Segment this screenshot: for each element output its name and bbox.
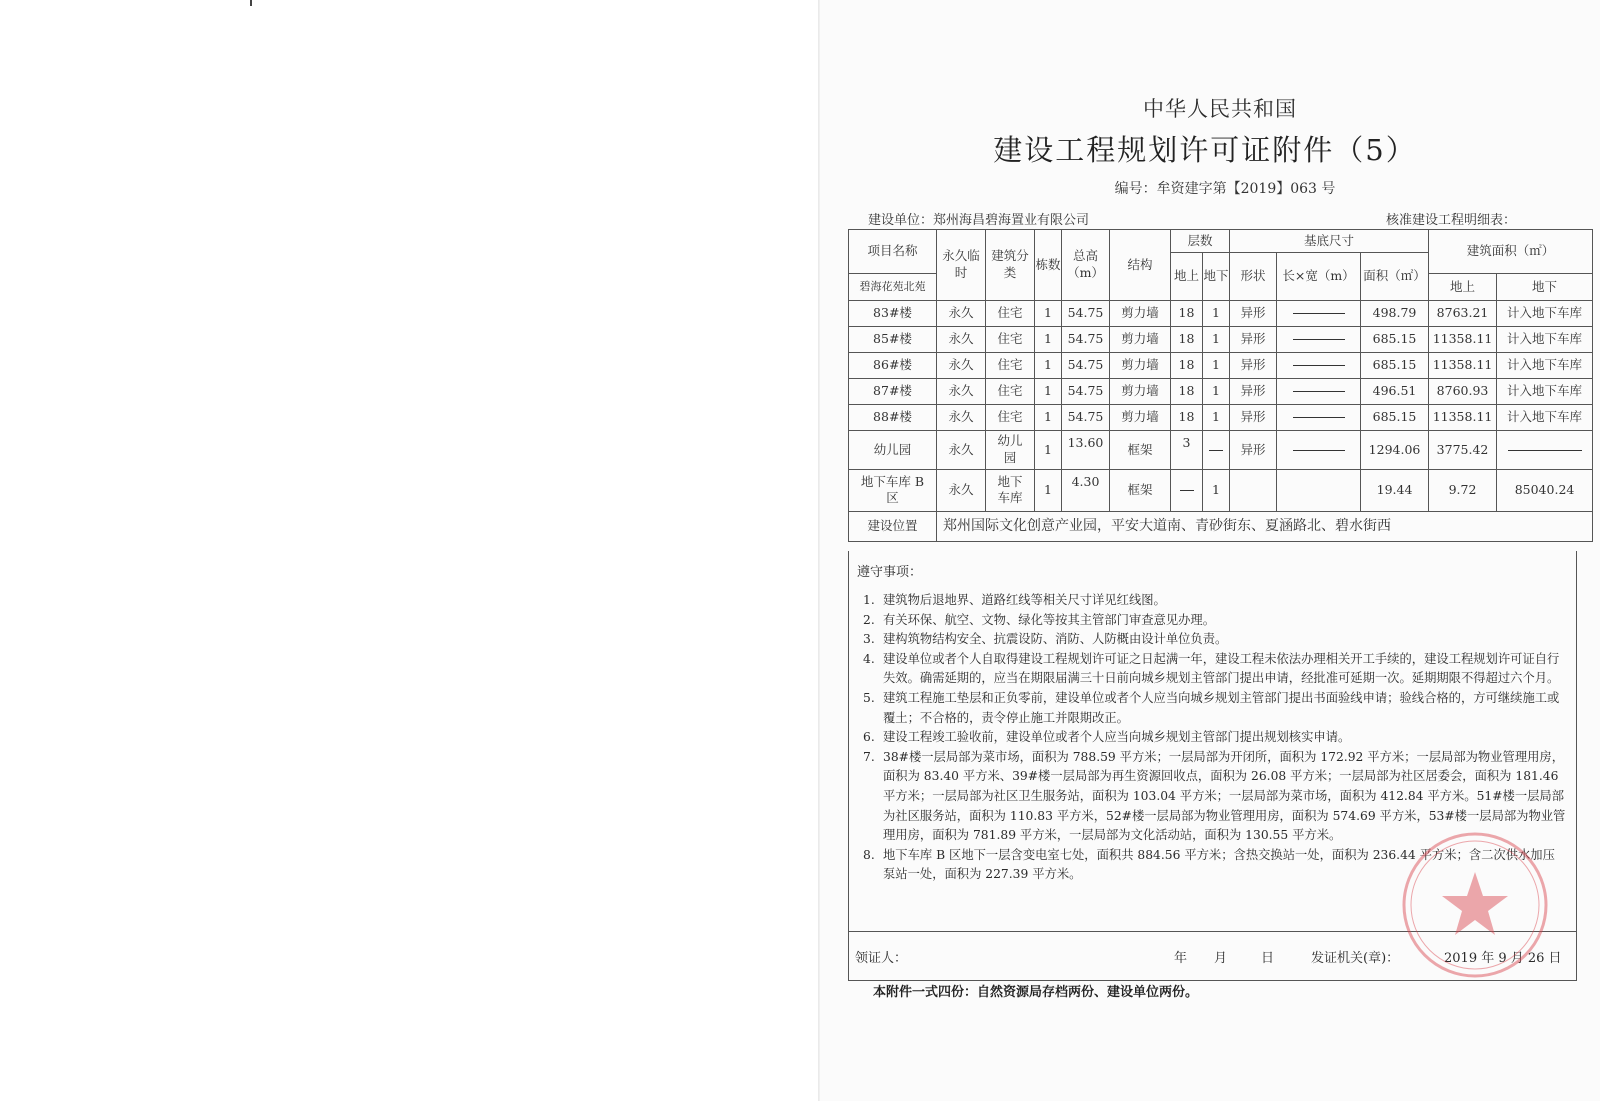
row-area: 685.15 [1361, 353, 1429, 379]
row-area-below: 计入地下车库 [1497, 327, 1593, 353]
row-area: 685.15 [1361, 327, 1429, 353]
row-name: 88#楼 [849, 405, 937, 431]
row-height: 4.30 [1062, 470, 1110, 512]
row-length-width [1277, 327, 1361, 353]
note-number: 1. [863, 593, 875, 607]
row-perm: 永久 [937, 405, 986, 431]
row-perm: 永久 [937, 470, 986, 512]
header-permanence: 永久临时 [937, 230, 986, 301]
document-title: 建设工程规划许可证附件（5） [993, 133, 1417, 167]
header-below: 地下 [1203, 253, 1230, 301]
row-area: 19.44 [1361, 470, 1429, 512]
row-above [1171, 470, 1203, 512]
table-row [849, 379, 1593, 405]
row-structure: 剪力墙 [1110, 405, 1171, 431]
list-item [855, 728, 1567, 748]
row-type-text: 幼儿园 [997, 433, 1023, 465]
row-above: 18 [1171, 301, 1203, 327]
recipient-label: 领证人： [855, 951, 908, 966]
header-above: 地上 [1171, 253, 1203, 301]
row-height: 54.75 [1062, 327, 1110, 353]
row-area-below: 85040.24 [1497, 470, 1593, 512]
row-name: 83#楼 [849, 301, 937, 327]
month-label: 月 [1214, 951, 1228, 966]
row-area-below: 计入地下车库 [1497, 301, 1593, 327]
year-label: 年 [1174, 951, 1188, 966]
row-count: 1 [1035, 379, 1062, 405]
row-area-below: 计入地下车库 [1497, 405, 1593, 431]
row-area-below [1497, 431, 1593, 470]
note-text: 38#楼一层局部为菜市场，面积为 788.59 平方米；一层局部为开闭所，面积为 172.92 平方米；一层局部为物业管理用房，面积为 83.40 平方米、39#楼一层局部为再生资源回收点，面积为 26.08 平方米；一层局部为社区居委会，面积为 181.46 平方米；一层局部为社区卫生服务站，面积为 103.04 平方米；一层局部为菜市场，面积为 412.84 平方米。51#楼一层局部为社区服务站，面积为 110.83 平方米，52#楼一层局部为物业管理用房，面积为 574.69 平方米，53#楼一层局部为物业管理用房，面积为 781.89 平方米，一层局部为文化活动站，面积为 130.55 平方米。 [883, 749, 1566, 843]
row-count: 1 [1035, 327, 1062, 353]
table-caption: 核准建设工程明细表： [1385, 213, 1516, 228]
dash-mark [1293, 313, 1345, 314]
row-length-width [1277, 470, 1361, 512]
scan-speck [250, 0, 252, 6]
row-perm: 永久 [937, 301, 986, 327]
row-above: 3 [1171, 431, 1203, 470]
note-text: 建设单位或者个人自取得建设工程规划许可证之日起满一年，建设工程未依法办理相关开工手续的，建设工程规划许可证自行失效。确需延期的，应当在期限届满三十日前向城乡规划主管部门提出申请，经批准可延期一次。延期期限不得超过六个月。 [883, 651, 1560, 686]
project-name: 碧海花苑北苑 [849, 274, 937, 301]
project-table [848, 229, 1593, 542]
header-type: 建筑分类 [986, 230, 1035, 301]
row-area-below: 计入地下车库 [1497, 379, 1593, 405]
row-type: 住宅 [986, 301, 1035, 327]
row-shape: 异形 [1230, 301, 1277, 327]
row-structure: 框架 [1110, 470, 1171, 512]
row-type: 住宅 [986, 327, 1035, 353]
list-item [855, 591, 1567, 611]
row-below: 1 [1203, 327, 1230, 353]
note-number: 5. [863, 690, 875, 705]
row-above: 18 [1171, 405, 1203, 431]
row-count: 1 [1035, 405, 1062, 431]
row-count: 1 [1035, 470, 1062, 512]
row-height: 54.75 [1062, 301, 1110, 327]
document-number: 编号：牟资建字第【2019】063 号 [1114, 181, 1336, 197]
row-structure: 剪力墙 [1110, 301, 1171, 327]
header-base: 基底尺寸 [1230, 230, 1429, 253]
notes-section [848, 551, 1577, 932]
row-perm: 永久 [937, 327, 986, 353]
header-area-below: 地下 [1497, 274, 1593, 301]
row-name: 幼儿园 [849, 431, 937, 470]
table-row [849, 353, 1593, 379]
row-below: 1 [1203, 405, 1230, 431]
row-area: 496.51 [1361, 379, 1429, 405]
row-shape: 异形 [1230, 327, 1277, 353]
row-name-text: 地下车库 B 区 [860, 473, 925, 506]
header-height: 总高（m） [1062, 230, 1110, 301]
header-building-area: 建筑面积（㎡） [1429, 230, 1593, 274]
signature-row [848, 931, 1577, 981]
list-item [855, 650, 1567, 689]
note-number: 8. [863, 847, 875, 862]
row-count: 1 [1035, 431, 1062, 470]
notes-heading: 遵守事项： [857, 565, 923, 580]
note-number: 2. [863, 612, 875, 627]
row-length-width [1277, 353, 1361, 379]
list-item [855, 748, 1567, 846]
construction-unit: 建设单位：郑州海昌碧海置业有限公司 [868, 213, 1090, 228]
header-structure: 结构 [1110, 230, 1171, 301]
row-structure: 剪力墙 [1110, 327, 1171, 353]
table-row [849, 327, 1593, 353]
row-shape: 异形 [1230, 379, 1277, 405]
note-number: 4. [863, 651, 875, 666]
row-area-above: 8763.21 [1429, 301, 1497, 327]
row-name [849, 470, 937, 512]
note-text: 地下车库 B 区地下一层含变电室七处，面积共 884.56 平方米；含热交换站一处，面积为 236.44 平方米；含二次供水加压泵站一处，面积为 227.39 平方米。 [883, 847, 1555, 882]
country-title: 中华人民共和国 [1143, 97, 1297, 121]
note-text: 建设工程竣工验收前，建设单位或者个人应当向城乡规划主管部门提出规划核实申请。 [883, 730, 1351, 745]
row-name: 87#楼 [849, 379, 937, 405]
location-label: 建设位置 [849, 512, 937, 542]
table-row [849, 470, 1593, 512]
row-length-width [1277, 301, 1361, 327]
row-height: 54.75 [1062, 379, 1110, 405]
row-below [1203, 431, 1230, 470]
row-perm: 永久 [937, 353, 986, 379]
row-height: 54.75 [1062, 353, 1110, 379]
copies-note: 本附件一式四份：自然资源局存档两份、建设单位两份。 [873, 985, 1199, 1000]
row-area: 685.15 [1361, 405, 1429, 431]
row-type: 住宅 [986, 405, 1035, 431]
dash-mark [1293, 365, 1345, 366]
table-row [849, 431, 1593, 470]
list-item [855, 611, 1567, 631]
header-count: 栋数 [1035, 230, 1062, 301]
row-count: 1 [1035, 353, 1062, 379]
row-type: 住宅 [986, 353, 1035, 379]
list-item [855, 630, 1567, 650]
header-shape: 形状 [1230, 253, 1277, 301]
table-row [849, 301, 1593, 327]
row-area-above: 11358.11 [1429, 353, 1497, 379]
row-area-above: 9.72 [1429, 470, 1497, 512]
note-number: 7. [863, 749, 875, 764]
dash-mark [1293, 450, 1345, 451]
row-length-width [1277, 431, 1361, 470]
row-shape: 异形 [1230, 431, 1277, 470]
header-length-width: 长×宽（m） [1277, 253, 1361, 301]
row-below: 1 [1203, 353, 1230, 379]
dash-mark [1180, 490, 1194, 491]
row-area-above: 11358.11 [1429, 327, 1497, 353]
row-count: 1 [1035, 301, 1062, 327]
row-below: 1 [1203, 301, 1230, 327]
location-value: 郑州国际文化创意产业园，平安大道南、青砂街东、夏涵路北、碧水街西 [937, 512, 1593, 542]
day-label: 日 [1261, 951, 1275, 966]
unit-row [848, 209, 1578, 227]
row-type: 住宅 [986, 379, 1035, 405]
row-above: 18 [1171, 327, 1203, 353]
dash-mark [1293, 391, 1345, 392]
location-row [849, 512, 1593, 542]
row-perm: 永久 [937, 431, 986, 470]
row-area: 1294.06 [1361, 431, 1429, 470]
list-item [855, 689, 1567, 728]
row-shape: 异形 [1230, 405, 1277, 431]
row-shape: 异形 [1230, 353, 1277, 379]
row-type [986, 470, 1035, 512]
row-area-above: 8760.93 [1429, 379, 1497, 405]
row-above: 18 [1171, 379, 1203, 405]
note-text: 有关环保、航空、文物、绿化等按其主管部门审查意见办理。 [883, 612, 1216, 627]
notes-list [855, 591, 1567, 885]
row-below: 1 [1203, 379, 1230, 405]
row-height: 13.60 [1062, 431, 1110, 470]
header-area-above: 地上 [1429, 274, 1497, 301]
row-length-width [1277, 379, 1361, 405]
row-structure: 剪力墙 [1110, 379, 1171, 405]
issue-date: 2019 年 9 月 26 日 [1444, 951, 1562, 966]
header-floors: 层数 [1171, 230, 1230, 253]
row-above: 18 [1171, 353, 1203, 379]
row-name: 86#楼 [849, 353, 937, 379]
row-shape [1230, 470, 1277, 512]
list-item [855, 846, 1567, 885]
row-perm: 永久 [937, 379, 986, 405]
row-area-above: 11358.11 [1429, 405, 1497, 431]
issuer-label: 发证机关(章)： [1311, 951, 1400, 966]
row-area-below: 计入地下车库 [1497, 353, 1593, 379]
row-type [986, 431, 1035, 470]
table-row [849, 405, 1593, 431]
dash-mark [1209, 450, 1223, 451]
header-area: 面积（㎡） [1361, 253, 1429, 301]
note-number: 6. [863, 730, 875, 745]
row-type-text: 地下车库 [997, 473, 1023, 506]
note-text: 建筑工程施工垫层和正负零前，建设单位或者个人应当向城乡规划主管部门提出书面验线申请；验线合格的，方可继续施工或覆土；不合格的，责令停止施工并限期改正。 [883, 690, 1560, 725]
row-below: 1 [1203, 470, 1230, 512]
dash-mark [1293, 339, 1345, 340]
note-number: 3. [863, 632, 875, 647]
row-area: 498.79 [1361, 301, 1429, 327]
note-text: 建构筑物结构安全、抗震设防、消防、人防概由设计单位负责。 [883, 632, 1228, 647]
row-structure: 剪力墙 [1110, 353, 1171, 379]
row-structure: 框架 [1110, 431, 1171, 470]
dash-mark [1293, 417, 1345, 418]
dash-mark [1508, 450, 1582, 451]
header-project: 项目名称 [849, 230, 937, 274]
note-text: 建筑物后退地界、道路红线等相关尺寸详见红线图。 [883, 593, 1166, 607]
row-area-above: 3775.42 [1429, 431, 1497, 470]
row-height: 54.75 [1062, 405, 1110, 431]
row-name: 85#楼 [849, 327, 937, 353]
row-length-width [1277, 405, 1361, 431]
